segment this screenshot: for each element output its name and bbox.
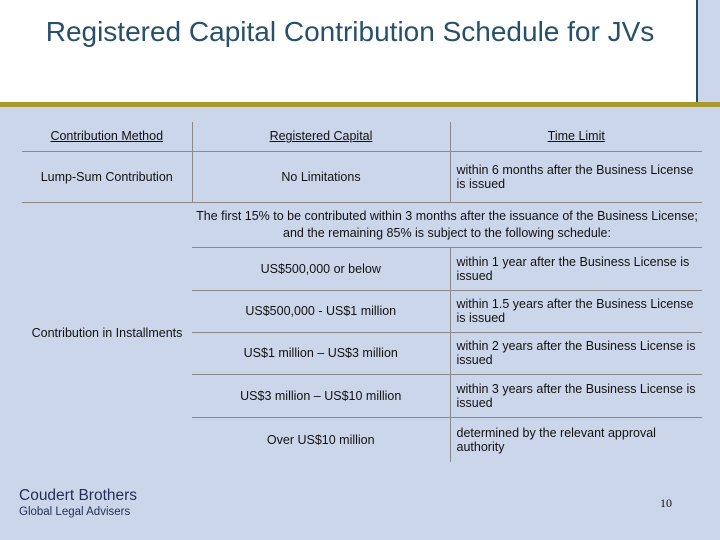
table-row-lump-sum [22, 151, 702, 202]
accent-bar [0, 102, 720, 107]
installments-method: Contribution in Installments [31, 325, 183, 340]
installment-capital: US$3 million – US$10 million [192, 375, 450, 418]
firm-logo [19, 487, 137, 519]
installment-capital: US$500,000 - US$1 million [192, 290, 450, 332]
table-header-row [22, 122, 702, 151]
contribution-schedule-table [22, 122, 702, 462]
installment-time-limit: within 1.5 years after the Business License is issued [450, 290, 702, 332]
slide-title: Registered Capital Contribution Schedule for JVs [45, 16, 655, 47]
lump-sum-capital: No Limitations [192, 151, 450, 202]
installment-capital: US$500,000 or below [192, 248, 450, 290]
installment-time-limit: within 3 years after the Business License is issued [450, 375, 702, 418]
installment-time-limit: within 1 year after the Business License is issued [450, 248, 702, 290]
table-row-installment-note [22, 203, 702, 248]
installment-time-limit: determined by the relevant approval authority [450, 418, 702, 462]
lump-sum-method: Lump-Sum Contribution [22, 151, 192, 202]
installment-capital: Over US$10 million [266, 433, 375, 448]
installment-time-limit: within 2 years after the Business License is issued [450, 332, 702, 374]
page-number: 10 [660, 496, 672, 510]
header-contribution-method: Contribution Method [22, 122, 192, 151]
firm-name: Coudert Brothers [19, 487, 138, 504]
header-time-limit: Time Limit [450, 122, 702, 151]
installment-capital: US$1 million – US$3 million [192, 332, 450, 374]
installments-note: The first 15% to be contributed within 3 months after the issuance of the Business License; and the remaining 85% is subject to the following schedule: [192, 203, 702, 248]
firm-tagline: Global Legal Advisers [19, 506, 131, 518]
lump-sum-time-limit: within 6 months after the Business License is issued [450, 151, 702, 202]
header-registered-capital: Registered Capital [192, 122, 450, 151]
